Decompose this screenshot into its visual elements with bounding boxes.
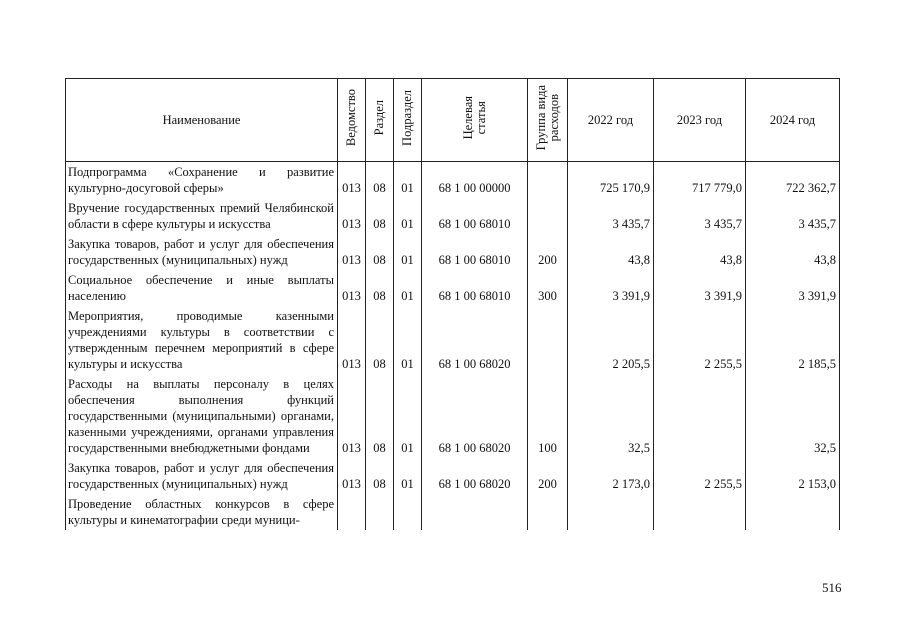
table-row: [66, 198, 840, 234]
row-2024: 3 391,9: [746, 270, 840, 306]
row-tselevaya: 68 1 00 00000: [422, 162, 528, 199]
row-razdel: 08: [366, 234, 394, 270]
table-row: [66, 234, 840, 270]
row-2023: [654, 374, 746, 458]
row-name: Вручение государственных премий Челябинской области в сфере культуры и искусства: [66, 198, 338, 234]
row-podrazdel: [394, 494, 422, 530]
row-2022: [568, 494, 654, 530]
row-2022: 2 205,5: [568, 306, 654, 374]
row-2023: 43,8: [654, 234, 746, 270]
header-2024: 2024 год: [746, 79, 840, 162]
row-2022: 32,5: [568, 374, 654, 458]
row-tselevaya: 68 1 00 68010: [422, 234, 528, 270]
row-name: Закупка товаров, работ и услуг для обеспечения государственных (муниципальных) нужд: [66, 458, 338, 494]
row-tselevaya: 68 1 00 68010: [422, 270, 528, 306]
row-2024: 3 435,7: [746, 198, 840, 234]
table-row: [66, 306, 840, 374]
page-number: 516: [822, 580, 842, 595]
row-2024: 32,5: [746, 374, 840, 458]
row-name: Подпрограмма «Сохранение и развитие культурно-досуговой сферы»: [66, 162, 338, 199]
row-name: Закупка товаров, работ и услуг для обеспечения государственных (муниципальных) нужд: [66, 234, 338, 270]
row-vedomstvo: 013: [338, 270, 366, 306]
row-2023: 2 255,5: [654, 306, 746, 374]
table-row: [66, 494, 840, 530]
row-vedomstvo: 013: [338, 234, 366, 270]
row-razdel: [366, 494, 394, 530]
row-2023: 3 391,9: [654, 270, 746, 306]
row-vedomstvo: 013: [338, 306, 366, 374]
row-razdel: 08: [366, 162, 394, 199]
row-vedomstvo: 013: [338, 162, 366, 199]
row-podrazdel: 01: [394, 306, 422, 374]
row-razdel: 08: [366, 374, 394, 458]
table-header-row: [66, 79, 840, 162]
row-tselevaya: 68 1 00 68010: [422, 198, 528, 234]
row-razdel: 08: [366, 270, 394, 306]
row-name: Социальное обеспечение и иные выплаты населению: [66, 270, 338, 306]
row-name: Расходы на выплаты персоналу в целях обеспечения выполнения функций государственными (муниципальными) органами, казенными учреждениями, органами управления государственными внебюджетными фондами: [66, 374, 338, 458]
row-2022: 3 435,7: [568, 198, 654, 234]
row-2022: 3 391,9: [568, 270, 654, 306]
row-gruppa: [528, 162, 568, 199]
row-podrazdel: 01: [394, 234, 422, 270]
row-tselevaya: 68 1 00 68020: [422, 306, 528, 374]
header-2023: 2023 год: [654, 79, 746, 162]
row-razdel: 08: [366, 198, 394, 234]
row-podrazdel: 01: [394, 198, 422, 234]
row-tselevaya: 68 1 00 68020: [422, 374, 528, 458]
row-vedomstvo: 013: [338, 198, 366, 234]
row-gruppa: [528, 306, 568, 374]
row-2022: 2 173,0: [568, 458, 654, 494]
row-2023: 717 779,0: [654, 162, 746, 199]
header-name: Наименование: [66, 79, 338, 162]
row-podrazdel: 01: [394, 458, 422, 494]
table-row: [66, 270, 840, 306]
row-tselevaya: [422, 494, 528, 530]
row-2022: 43,8: [568, 234, 654, 270]
row-tselevaya: 68 1 00 68020: [422, 458, 528, 494]
row-2024: 2 153,0: [746, 458, 840, 494]
row-name: Мероприятия, проводимые казенными учреждениями культуры в соответствии с утвержденным перечнем мероприятий в сфере культуры и искусства: [66, 306, 338, 374]
header-podrazdel: Подраздел: [394, 79, 422, 162]
budget-table-wrapper: [65, 78, 840, 530]
header-gruppa-vida-raskhodov: Группа вида расходов: [528, 79, 568, 162]
row-gruppa: 300: [528, 270, 568, 306]
row-vedomstvo: 013: [338, 374, 366, 458]
row-vedomstvo: [338, 494, 366, 530]
row-2024: 43,8: [746, 234, 840, 270]
row-gruppa: 200: [528, 458, 568, 494]
row-podrazdel: 01: [394, 374, 422, 458]
row-2024: 2 185,5: [746, 306, 840, 374]
row-razdel: 08: [366, 306, 394, 374]
header-2022: 2022 год: [568, 79, 654, 162]
row-2023: 3 435,7: [654, 198, 746, 234]
row-gruppa: [528, 198, 568, 234]
row-podrazdel: 01: [394, 162, 422, 199]
header-tselevaya-statya: Целевая статья: [422, 79, 528, 162]
row-2022: 725 170,9: [568, 162, 654, 199]
row-gruppa: [528, 494, 568, 530]
table-row: [66, 458, 840, 494]
row-name: Проведение областных конкурсов в сфере культуры и кинематографии среди муници-: [66, 494, 338, 530]
row-2023: 2 255,5: [654, 458, 746, 494]
row-2024: [746, 494, 840, 530]
budget-table: [65, 78, 840, 530]
header-vedomstvo: Ведомство: [338, 79, 366, 162]
row-podrazdel: 01: [394, 270, 422, 306]
row-razdel: 08: [366, 458, 394, 494]
row-2023: [654, 494, 746, 530]
row-gruppa: 200: [528, 234, 568, 270]
row-gruppa: 100: [528, 374, 568, 458]
table-row: [66, 162, 840, 199]
row-vedomstvo: 013: [338, 458, 366, 494]
table-row: [66, 374, 840, 458]
header-razdel: Раздел: [366, 79, 394, 162]
row-2024: 722 362,7: [746, 162, 840, 199]
